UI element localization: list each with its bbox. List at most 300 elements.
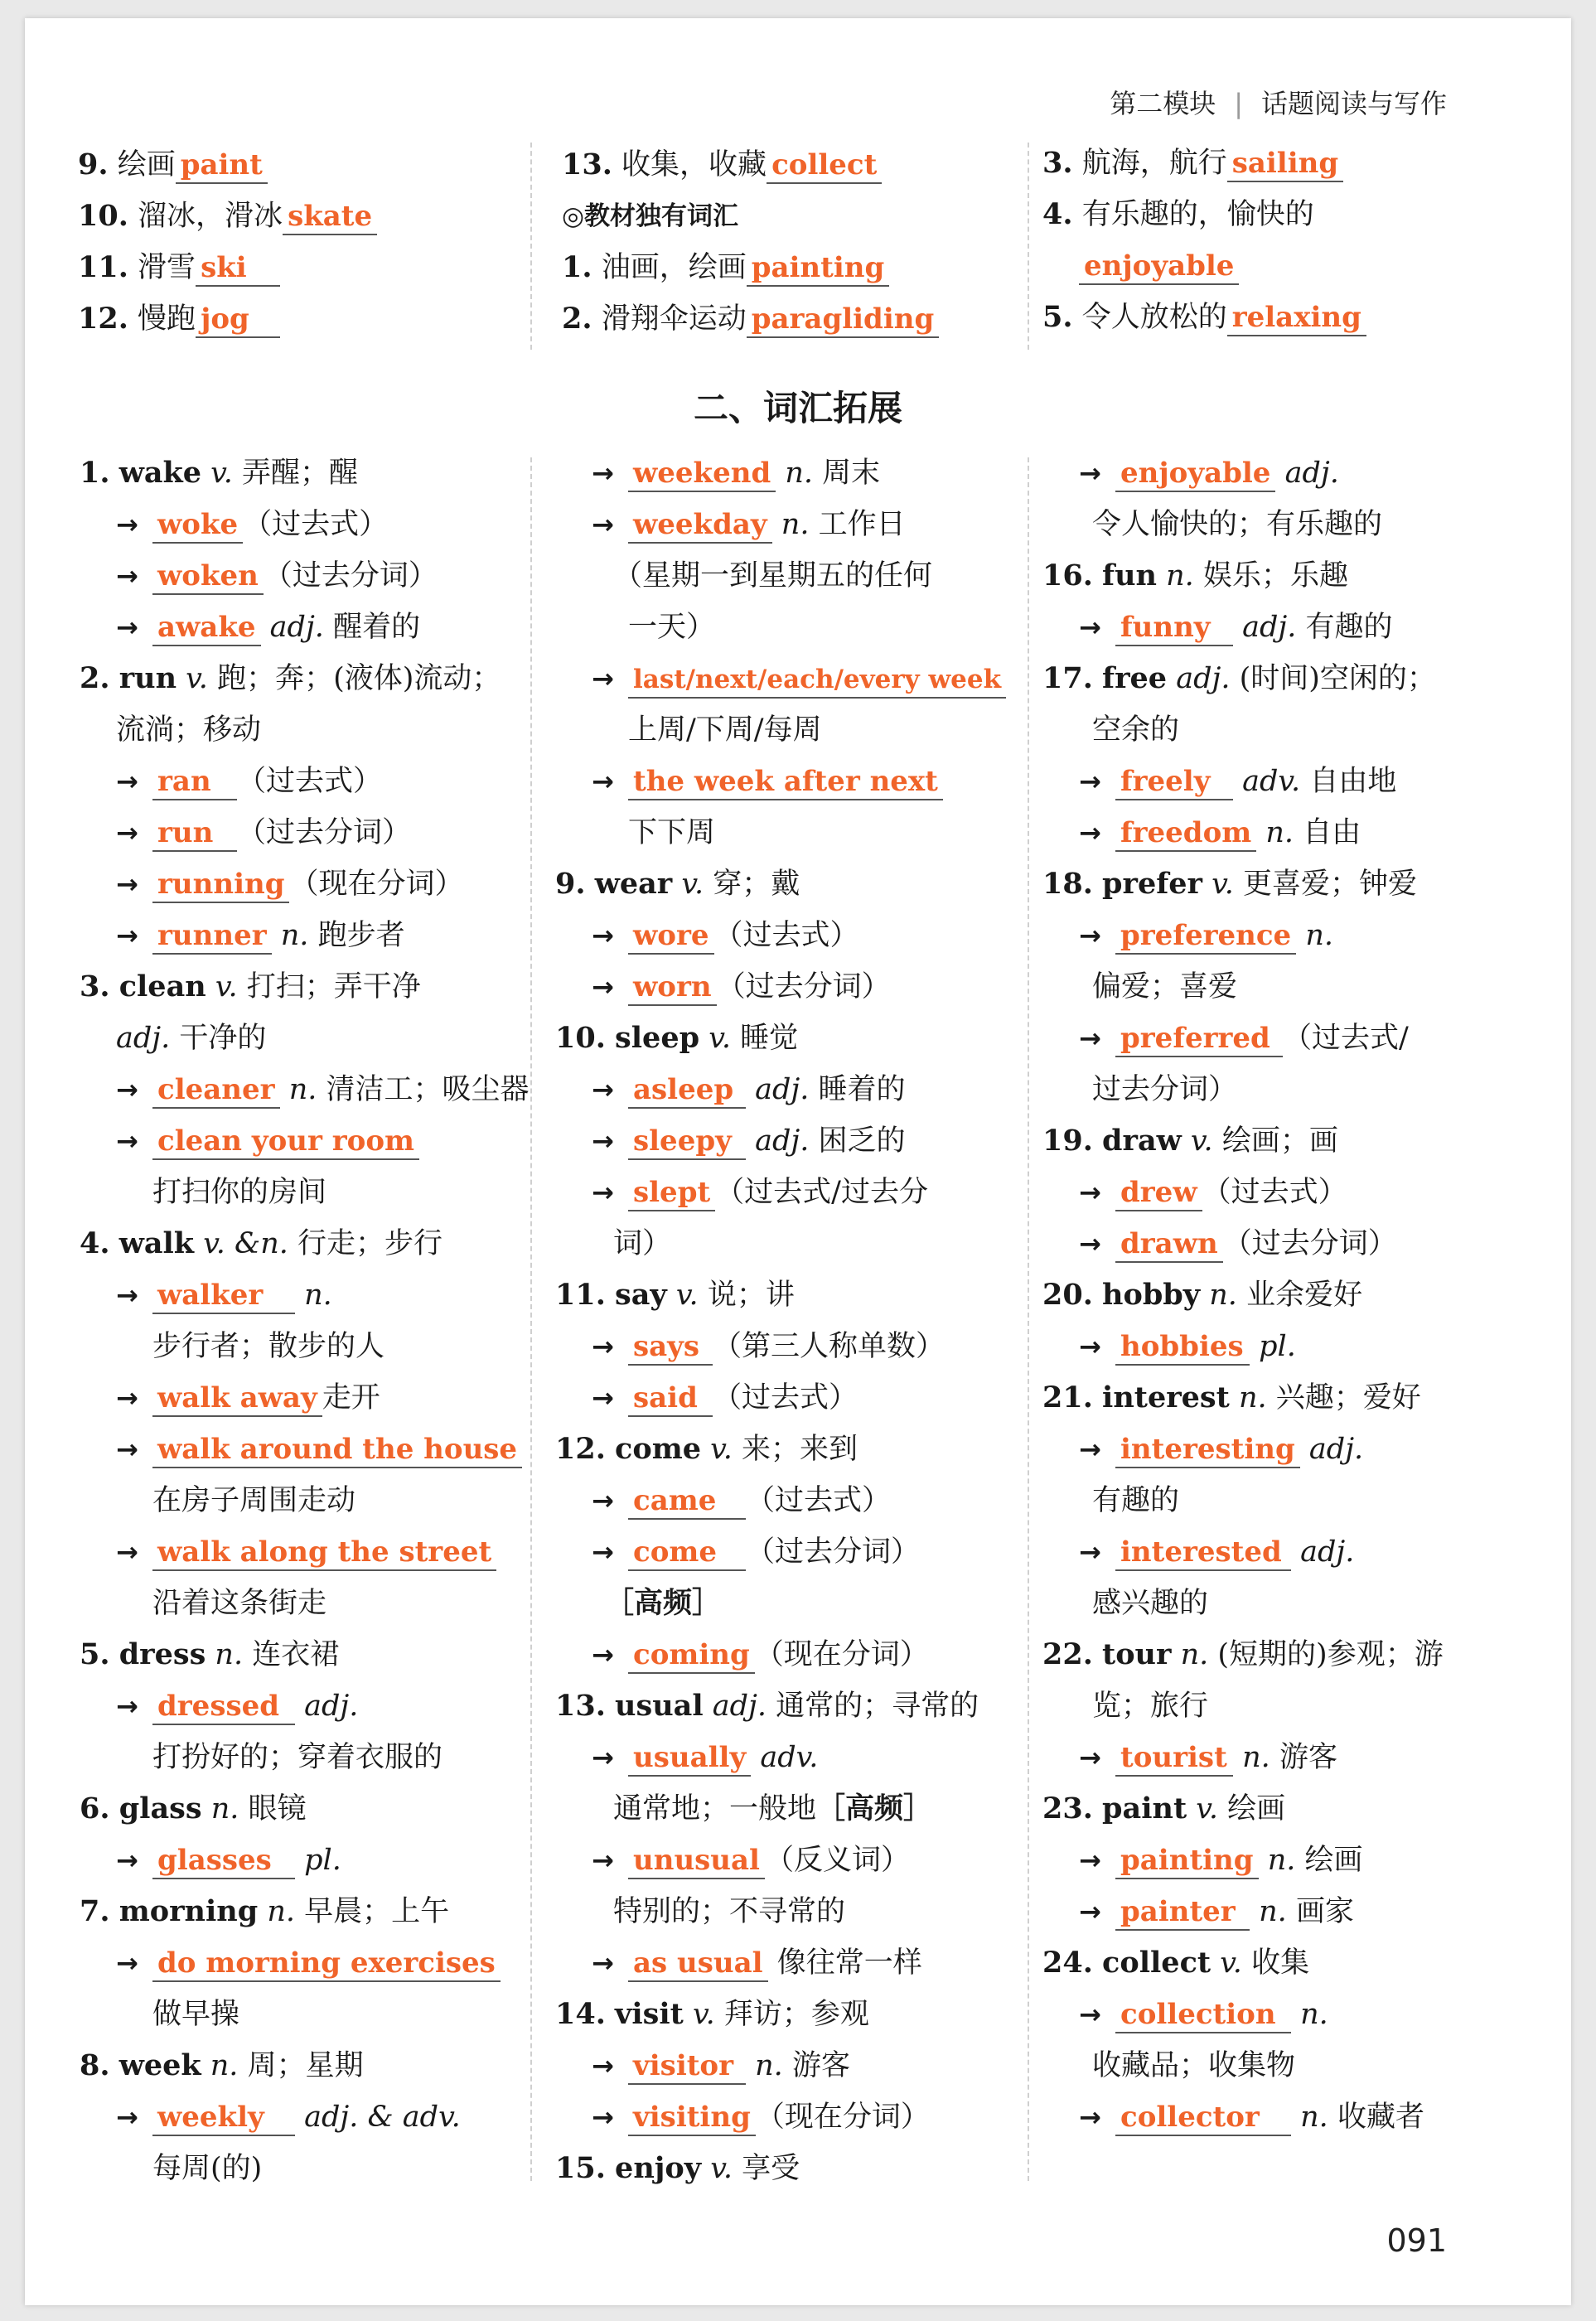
definition-text: （过去分词） [1222, 1227, 1397, 1260]
answer-blank[interactable]: came [628, 1485, 746, 1520]
list-item [80, 1013, 530, 1064]
definition-text: 特别的；不寻常的 [613, 1895, 846, 1928]
item-number: 20. [1042, 1278, 1093, 1312]
part-of-speech: v. [1196, 1792, 1218, 1825]
definition-text: （过去式） [746, 1484, 892, 1517]
part-of-speech: n. [755, 2049, 783, 2082]
answer-blank[interactable]: runner [152, 920, 272, 955]
part-of-speech: adj. [1300, 1535, 1355, 1569]
part-of-speech: n. [1259, 1895, 1287, 1928]
arrow-right-icon: → [592, 1074, 614, 1105]
list-item [1042, 858, 1444, 910]
list-item [80, 910, 530, 961]
list-item [1042, 447, 1444, 499]
list-item [1042, 602, 1444, 653]
part-of-speech: v. &n. [203, 1227, 288, 1260]
answer-blank[interactable]: hobbies [1115, 1331, 1250, 1366]
answer-blank[interactable]: wore [628, 920, 714, 955]
list-item [1042, 1937, 1444, 1989]
answer-blank[interactable]: run [152, 817, 237, 852]
answer-blank[interactable]: painting [1115, 1845, 1259, 1879]
part-of-speech: n. [304, 1279, 332, 1312]
answer-blank[interactable]: preference [1115, 920, 1296, 955]
column-divider [1028, 143, 1029, 350]
arrow-right-icon: → [116, 560, 138, 592]
arrow-right-icon: → [1079, 1536, 1101, 1568]
answer-blank[interactable]: worn [628, 971, 717, 1006]
headword: hobby [1102, 1278, 1201, 1312]
item-number: 21. [1042, 1381, 1093, 1414]
item-number: 12. [555, 1432, 606, 1466]
item-number: 5. [1042, 300, 1073, 334]
column-divider [530, 457, 532, 2181]
answer-blank[interactable]: said [628, 1382, 713, 1417]
part-of-speech: adj. [116, 1022, 171, 1055]
definition-text: （过去式） [1202, 1176, 1347, 1209]
list-item [555, 807, 1006, 858]
definition-text: 有趣的 [1305, 611, 1393, 644]
list-item [562, 242, 939, 293]
answer-blank[interactable]: freely [1115, 766, 1233, 800]
definition-text: 早晨；上午 [304, 1895, 450, 1928]
list-item [555, 2143, 1006, 2194]
arrow-right-icon: → [1079, 1896, 1101, 1927]
definition-text: 通常地；一般地 [613, 1792, 817, 1825]
definition-text: 做早操 [152, 1998, 240, 2031]
item-number: 1. [562, 250, 592, 284]
headword: week [118, 2048, 201, 2082]
answer-blank[interactable]: asleep [628, 1074, 746, 1109]
arrow-right-icon: → [592, 1331, 614, 1362]
definition-text: 醒着的 [333, 611, 421, 644]
definition-text: 感兴趣的 [1092, 1587, 1209, 1620]
item-number: 14. [555, 1997, 606, 2031]
list-item [78, 191, 377, 242]
definition-text: 来；来到 [742, 1433, 858, 1466]
part-of-speech: n. [1242, 1741, 1270, 1774]
answer-blank[interactable]: the week after next [628, 766, 943, 800]
list-item [555, 1218, 1006, 1269]
list-item [555, 858, 1006, 910]
answer-blank[interactable]: walk away [152, 1382, 322, 1417]
list-item [1042, 910, 1444, 961]
list-item [80, 550, 530, 602]
answer-blank[interactable]: visitor [628, 2050, 746, 2085]
item-number: 3. [1042, 146, 1073, 180]
part-of-speech: n. [1267, 1844, 1296, 1877]
part-of-speech: n. [1180, 1638, 1209, 1671]
answer-blank[interactable]: running [152, 868, 289, 903]
headword: fun [1102, 558, 1157, 592]
answer-blank[interactable]: funny [1115, 612, 1233, 646]
definition-text: 业余爱好 [1246, 1279, 1363, 1312]
headword: usual [615, 1689, 704, 1723]
definition-text: （过去式/过去分 [715, 1176, 928, 1209]
list-item [80, 1835, 530, 1886]
part-of-speech: n. [785, 457, 814, 490]
answer-blank[interactable]: ran [152, 766, 237, 800]
part-of-speech: n. [1300, 2101, 1328, 2134]
part-of-speech: v. [1190, 1124, 1213, 1158]
headword: say [615, 1278, 667, 1312]
definition-text: 溜冰，滑冰 [138, 200, 283, 233]
column-divider [530, 143, 532, 350]
answer-blank[interactable]: relaxing [1227, 302, 1366, 336]
arrow-right-icon: → [592, 1742, 614, 1773]
list-item [80, 1629, 530, 1680]
arrow-right-icon: → [1079, 1999, 1101, 2030]
answer-blank[interactable]: painter [1115, 1896, 1250, 1931]
frequency-tag: ［高频］ [605, 1587, 722, 1620]
definition-text: 打扫；弄干净 [246, 970, 421, 1003]
part-of-speech: v. [1212, 868, 1234, 901]
part-of-speech: v. [709, 1022, 731, 1055]
answer-blank[interactable]: enjoyable [1115, 457, 1275, 492]
answer-blank[interactable]: usually [628, 1742, 751, 1777]
list-item [1042, 1886, 1444, 1937]
part-of-speech: adj. [712, 1690, 767, 1723]
definition-text: （反义词） [764, 1844, 910, 1877]
list-item [555, 1835, 1006, 1886]
part-of-speech: n. [210, 1792, 239, 1825]
arrow-right-icon: → [1079, 1228, 1101, 1260]
definition-text: 收藏者 [1337, 2101, 1424, 2134]
answer-blank[interactable]: last/next/each/every week [628, 664, 1006, 699]
list-item [1042, 2091, 1444, 2143]
definition-text: (时间)空闲的； [1239, 662, 1436, 695]
list-item [555, 961, 1006, 1013]
list-item [80, 807, 530, 858]
arrow-right-icon: → [1079, 766, 1101, 797]
answer-blank[interactable]: freedom [1115, 817, 1256, 852]
definition-text: 下下周 [628, 816, 716, 849]
list-item [555, 1680, 1006, 1732]
arrow-right-icon: → [116, 920, 138, 951]
answer-blank[interactable]: come [628, 1536, 746, 1571]
part-of-speech: adj. [269, 611, 324, 644]
answer-blank[interactable]: visiting [628, 2101, 756, 2136]
list-item [80, 1937, 530, 1989]
item-number: 8. [80, 2048, 110, 2082]
part-of-speech: adj. [1242, 611, 1297, 644]
list-item [80, 2143, 530, 2194]
arrow-right-icon: → [1079, 920, 1101, 951]
topic-label: 话题阅读与写作 [1260, 88, 1447, 119]
item-number: 17. [1042, 661, 1093, 695]
list-item [80, 756, 530, 807]
definition-text: 工作日 [818, 508, 906, 541]
header-divider: | [1234, 88, 1243, 119]
list-item [80, 2040, 530, 2091]
list-item [1042, 1167, 1444, 1218]
arrow-right-icon: → [592, 1536, 614, 1568]
arrow-right-icon: → [116, 766, 138, 797]
answer-blank[interactable]: drew [1115, 1177, 1202, 1211]
part-of-speech: n. [1305, 919, 1333, 952]
arrow-right-icon: → [1079, 612, 1101, 643]
answer-blank[interactable]: glasses [152, 1845, 295, 1879]
vocab-column-1 [80, 447, 530, 2194]
definition-text: （现在分词） [289, 868, 464, 901]
definition-text: 更喜爱；钟爱 [1243, 868, 1418, 901]
arrow-right-icon: → [116, 509, 138, 540]
arrow-right-icon: → [116, 1690, 138, 1722]
list-item [562, 139, 939, 191]
part-of-speech: adj. [1308, 1433, 1364, 1466]
answer-blank[interactable]: ski [196, 252, 280, 287]
answer-blank[interactable]: clean your room [152, 1125, 419, 1160]
definition-text: 偏爱；喜爱 [1092, 970, 1238, 1003]
definition-text: 自由地 [1309, 765, 1397, 798]
answer-blank[interactable]: jog [196, 303, 280, 338]
definition-text: 画家 [1295, 1895, 1354, 1928]
part-of-speech: v. [186, 662, 208, 695]
list-item [80, 499, 530, 550]
answer-blank[interactable]: sailing [1227, 147, 1343, 182]
answer-blank[interactable]: woke [152, 509, 243, 544]
part-of-speech: n. [1238, 1381, 1267, 1414]
headword: sleep [615, 1021, 700, 1055]
list-item [555, 1989, 1006, 2040]
definition-text: （过去式） [237, 765, 383, 798]
arrow-right-icon: → [1079, 1023, 1101, 1054]
answer-blank[interactable]: walker [152, 1279, 295, 1314]
answer-blank[interactable]: collection [1115, 1999, 1291, 2033]
definition-text: （第三人称单数） [713, 1330, 946, 1363]
definition-text: 滑雪 [138, 251, 196, 284]
frequency-tag: ［高频］ [816, 1792, 933, 1825]
list-item [555, 1064, 1006, 1115]
list-item [1042, 1013, 1444, 1064]
answer-blank[interactable]: weekday [628, 509, 772, 544]
part-of-speech: n. [1209, 1279, 1237, 1312]
list-item [80, 653, 530, 704]
definition-text: 令人愉快的；有乐趣的 [1092, 508, 1383, 541]
answer-blank[interactable]: weekly [152, 2101, 295, 2136]
definition-text: 每周(的) [152, 2152, 263, 2185]
answer-blank[interactable]: says [628, 1331, 713, 1366]
list-item [555, 1321, 1006, 1372]
definition-text: 打扫你的房间 [152, 1176, 327, 1209]
arrow-right-icon: → [592, 766, 614, 797]
answer-blank[interactable]: woken [152, 560, 264, 595]
definition-text: 打扮好的；穿着衣服的 [152, 1741, 443, 1774]
list-item [555, 602, 1006, 653]
definition-text: 上周/下周/每周 [628, 713, 822, 747]
part-of-speech: n. [267, 1895, 295, 1928]
definition-text: 睡着的 [818, 1073, 906, 1106]
definition-text: 通常的；寻常的 [776, 1690, 979, 1723]
arrow-right-icon: → [116, 1536, 138, 1568]
headword: tour [1102, 1637, 1172, 1671]
definition-text: 清洁工；吸尘器 [326, 1073, 530, 1106]
answer-blank[interactable]: painting [747, 252, 890, 287]
list-item [1042, 1218, 1444, 1269]
answer-blank[interactable]: paragliding [747, 303, 940, 338]
answer-blank[interactable]: walk along the street [152, 1536, 496, 1571]
definition-text: 兴趣；爱好 [1275, 1381, 1421, 1414]
definition-text: 自由 [1303, 816, 1361, 849]
list-item [80, 1064, 530, 1115]
part-of-speech: pl. [1259, 1330, 1296, 1363]
definition-text: （过去式） [243, 508, 389, 541]
definition-text: 弄醒；醒 [242, 457, 359, 490]
definition-text: 跑步者 [317, 919, 405, 952]
answer-blank[interactable]: tourist [1115, 1742, 1233, 1777]
arrow-right-icon: → [116, 1845, 138, 1876]
part-of-speech: n. [210, 2049, 239, 2082]
list-item [562, 293, 939, 345]
list-item [1042, 189, 1366, 240]
arrow-right-icon: → [592, 1639, 614, 1671]
list-item [1042, 1269, 1444, 1321]
part-of-speech: v. [215, 970, 238, 1003]
item-number: 4. [1042, 197, 1073, 231]
definition-text: （现在分词） [755, 2101, 930, 2134]
answer-blank[interactable]: interesting [1115, 1434, 1300, 1468]
answer-blank[interactable]: slept [628, 1177, 715, 1211]
list-item [555, 499, 1006, 550]
definition-text: 干净的 [179, 1022, 267, 1055]
answer-blank[interactable]: interested [1115, 1536, 1291, 1571]
definition-text: 说；讲 [707, 1279, 795, 1312]
definition-text: 流淌；移动 [116, 713, 262, 747]
answer-blank[interactable]: cleaner [152, 1074, 280, 1109]
headword: run [118, 661, 177, 695]
headword: walk [118, 1226, 195, 1260]
top-column-2 [562, 139, 939, 345]
list-item [1042, 961, 1444, 1013]
list-item [80, 1167, 530, 1218]
headword: dress [118, 1637, 206, 1671]
definition-text: 困乏的 [818, 1124, 906, 1158]
list-item [1042, 1321, 1444, 1372]
definition-text: 跑；奔；(液体)流动； [217, 662, 501, 695]
list-item [1042, 550, 1444, 602]
answer-blank[interactable]: do morning exercises [152, 1947, 501, 1982]
part-of-speech: n. [215, 1638, 244, 1671]
list-item [1042, 1424, 1444, 1475]
arrow-right-icon: → [1079, 457, 1101, 489]
definition-text: 一天） [628, 611, 716, 644]
definition-text: 令人放松的 [1081, 301, 1227, 334]
top-column-3 [1042, 138, 1366, 343]
definition-text: 慢跑 [138, 302, 196, 336]
answer-blank[interactable]: collector [1115, 2101, 1291, 2136]
arrow-right-icon: → [116, 2101, 138, 2133]
definition-text: 在房子周围走动 [152, 1484, 356, 1517]
answer-blank[interactable]: preferred [1115, 1023, 1283, 1057]
part-of-speech: n. [288, 1073, 317, 1106]
item-number: 2. [562, 302, 592, 336]
item-number: 3. [80, 970, 110, 1003]
definition-text: 滑翔伞运动 [601, 302, 747, 336]
part-of-speech: adj. [1176, 662, 1231, 695]
item-number: 1. [80, 456, 110, 490]
list-item [555, 1629, 1006, 1680]
list-item [78, 293, 377, 345]
item-number: 13. [562, 147, 612, 181]
item-number: 23. [1042, 1792, 1093, 1825]
part-of-speech: v. [710, 1433, 733, 1466]
answer-blank[interactable]: enjoyable [1079, 250, 1239, 285]
definition-text: 拜访；参观 [723, 1998, 869, 2031]
answer-blank[interactable]: paint [176, 149, 268, 184]
item-number: 19. [1042, 1124, 1093, 1158]
list-item [555, 1886, 1006, 1937]
definition-text: 绘画 [117, 148, 176, 181]
arrow-right-icon: → [116, 612, 138, 643]
part-of-speech: n. [1166, 559, 1194, 592]
part-of-speech: adj. & adv. [304, 2101, 461, 2134]
item-number: 9. [555, 867, 586, 901]
list-item [80, 1269, 530, 1321]
headword: interest [1102, 1381, 1230, 1414]
answer-blank[interactable]: skate [283, 201, 377, 235]
answer-blank[interactable]: unusual [628, 1845, 765, 1879]
definition-text: 绘画 [1227, 1792, 1286, 1825]
list-item [80, 1372, 530, 1424]
item-number: 10. [78, 199, 128, 233]
answer-blank[interactable]: walk around the house [152, 1434, 522, 1468]
part-of-speech: adv. [1242, 765, 1301, 798]
headword: glass [118, 1792, 202, 1825]
subheading-textbook-words: ◎教材独有词汇 [562, 201, 739, 231]
list-item [80, 1424, 530, 1475]
answer-blank[interactable]: dressed [152, 1690, 295, 1725]
list-item [555, 1783, 1006, 1835]
list-item [80, 1886, 530, 1937]
list-item [555, 1372, 1006, 1424]
item-number: 18. [1042, 867, 1093, 901]
part-of-speech: adv. [760, 1741, 819, 1774]
part-of-speech: adj. [755, 1073, 810, 1106]
part-of-speech: n. [1300, 1998, 1328, 2031]
list-item [80, 858, 530, 910]
list-item [1042, 1578, 1444, 1629]
list-item [555, 1115, 1006, 1167]
item-number: 24. [1042, 1946, 1093, 1980]
headword: prefer [1102, 867, 1202, 901]
definition-text: 沿着这条街走 [152, 1587, 327, 1620]
list-item [1042, 1629, 1444, 1680]
answer-blank[interactable]: awake [152, 612, 261, 646]
list-item [1042, 1475, 1444, 1526]
list-item [80, 447, 530, 499]
definition-text: 览；旅行 [1092, 1690, 1209, 1723]
answer-blank[interactable]: as usual [628, 1947, 768, 1982]
item-number: 9. [78, 147, 109, 181]
definition-text: 收藏品；收集物 [1092, 2049, 1296, 2082]
answer-blank[interactable]: sleepy [628, 1125, 746, 1160]
definition-text: 像往常一样 [776, 1946, 922, 1980]
definition-text: 步行者；散步的人 [152, 1330, 385, 1363]
headword: morning [118, 1894, 259, 1928]
arrow-right-icon: → [116, 1947, 138, 1979]
list-item [80, 1218, 530, 1269]
arrow-right-icon: → [116, 1382, 138, 1414]
answer-blank[interactable]: drawn [1115, 1228, 1223, 1263]
answer-blank[interactable]: weekend [628, 457, 776, 492]
item-number: 7. [80, 1894, 110, 1928]
list-item [555, 447, 1006, 499]
definition-text: 行走；步行 [297, 1227, 443, 1260]
answer-blank[interactable]: coming [628, 1639, 755, 1674]
arrow-right-icon: → [592, 1845, 614, 1876]
part-of-speech: adj. [1284, 457, 1339, 490]
answer-blank[interactable]: collect [767, 149, 882, 184]
arrow-right-icon: → [116, 817, 138, 849]
